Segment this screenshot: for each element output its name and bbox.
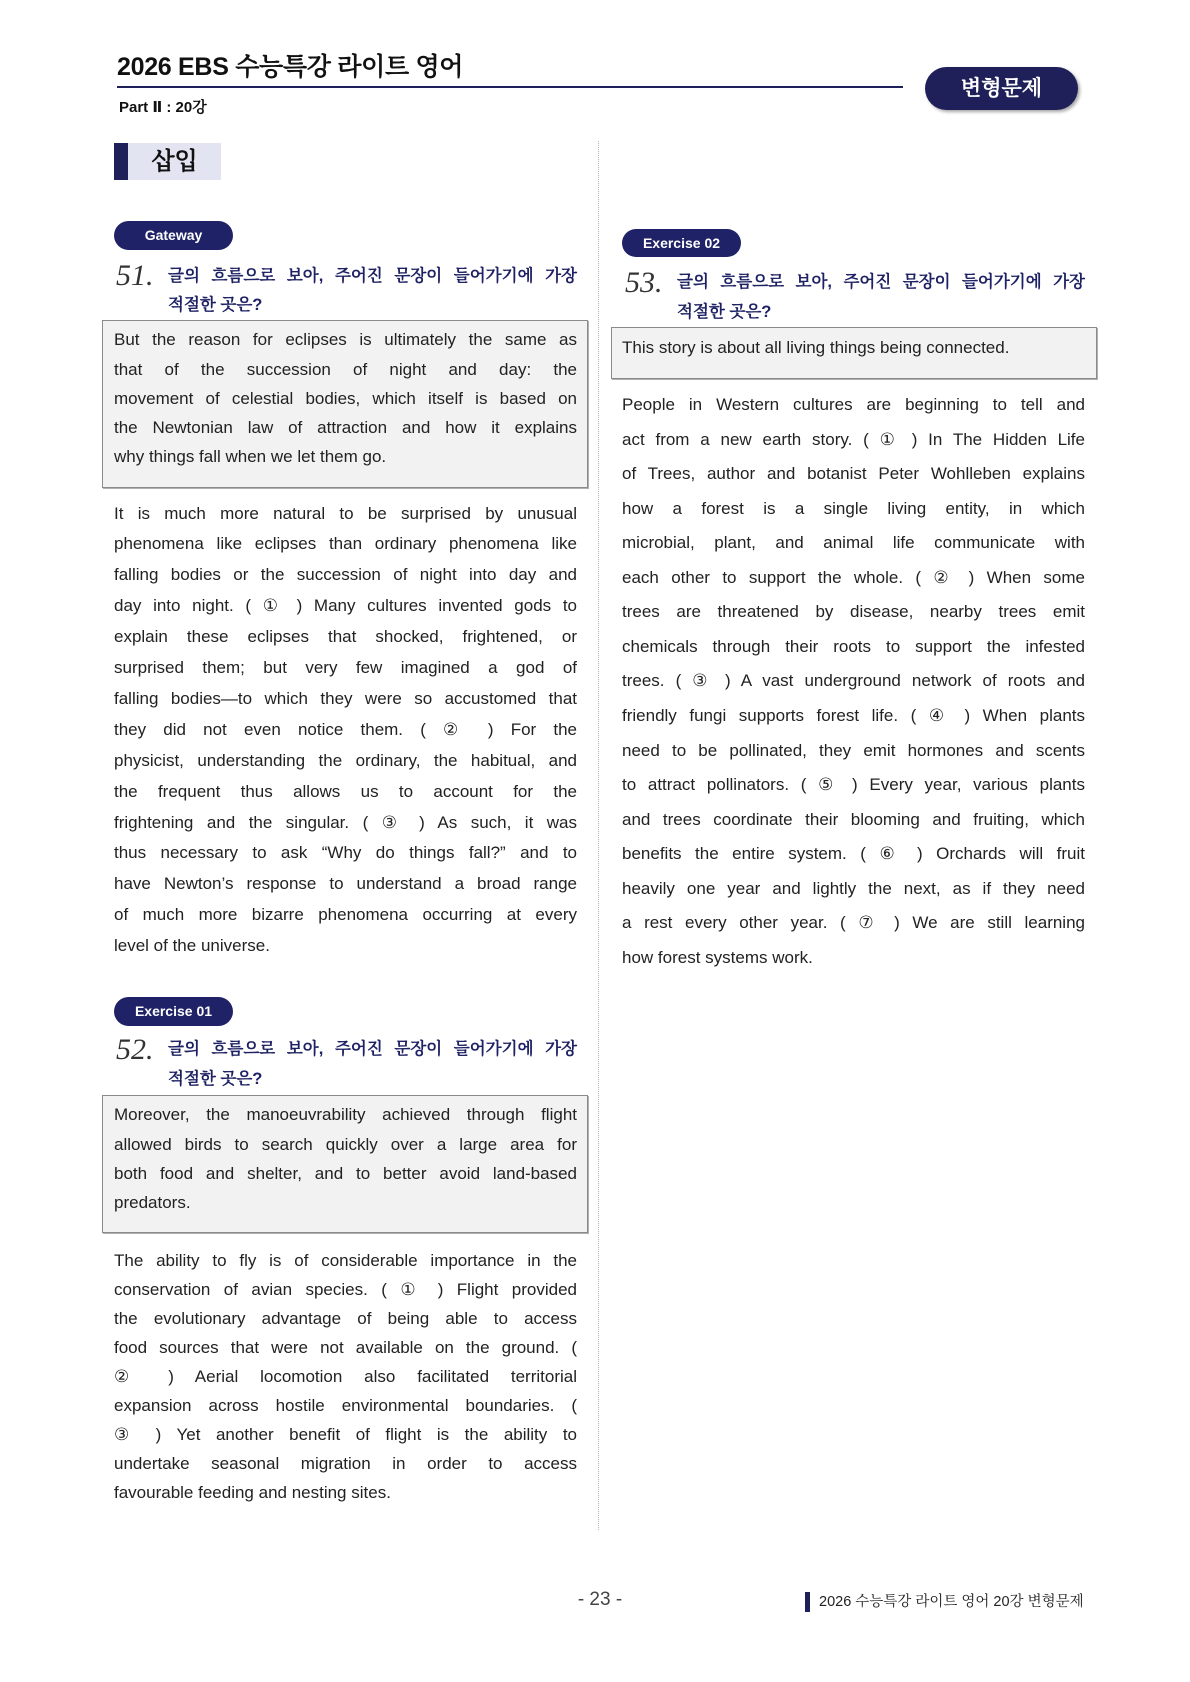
given-sentence-box [102, 320, 588, 488]
passage-line: a rest every other year. ( ⑦ ) We are still learning [622, 913, 1085, 933]
passage-line: have Newton’s response to understand a broad range [114, 874, 577, 894]
passage-line: thus necessary to ask “Why do things fall?” and to [114, 843, 577, 863]
given-sentence-box [102, 1095, 588, 1233]
passage-line: explain these eclipses that shocked, frightened, or [114, 627, 577, 647]
question-prompt [677, 268, 1085, 327]
passage [622, 388, 1085, 975]
column-divider [598, 141, 599, 1530]
given-line: the Newtonian law of attraction and how it explains [114, 418, 577, 437]
passage-line: they did not even notice them. ( ② ) For the [114, 719, 577, 739]
given-line: why things fall when we let them go. [114, 447, 387, 467]
prompt-line: 글의 흐름으로 보아, 주어진 문장이 들어가기에 가장 [168, 1040, 577, 1059]
given-line: Moreover, the manoeuvrability achieved through flight [114, 1105, 577, 1125]
question-tag-exercise-02: Exercise 02 [622, 229, 741, 257]
question-prompt [168, 1035, 577, 1094]
given-line: allowed birds to search quickly over a large area for [114, 1134, 577, 1154]
question-number: 53. [625, 266, 663, 299]
passage-line: day into night. ( ① ) Many cultures invented gods to [114, 596, 577, 616]
passage-line: physicist, understanding the ordinary, the habitual, and [114, 750, 577, 770]
given-line: This story is about all living things being connected. [622, 338, 1010, 357]
passage-line: to attract pollinators. ( ⑤ ) Every year, various plants [622, 775, 1085, 795]
prompt-line: 적절한 곳은? [677, 302, 772, 321]
document-title: 2026 EBS 수능특강 라이트 영어 [117, 53, 464, 81]
prompt-line: 글의 흐름으로 보아, 주어진 문장이 들어가기에 가장 [677, 273, 1085, 292]
given-line: that of the succession of night and day: the [114, 359, 577, 379]
passage-line: favourable feeding and nesting sites. [114, 1483, 391, 1503]
prompt-line: 적절한 곳은? [168, 296, 263, 314]
passage-line: of Trees, author and botanist Peter Wohlleben explains [622, 464, 1085, 484]
prompt-line: 글의 흐름으로 보아, 주어진 문장이 들어가기에 가장 [168, 266, 577, 285]
question-number: 52. [116, 1033, 154, 1066]
question-number: 51. [116, 259, 154, 292]
passage-line: expansion across hostile environmental boundaries. ( [114, 1395, 577, 1415]
passage-line: heavily one year and lightly the next, as if they need [622, 878, 1085, 898]
section-heading: 삽입 [128, 143, 221, 180]
passage-line: conservation of avian species. ( ① ) Flight provided [114, 1279, 577, 1299]
footer-book-title: 2026 수능특강 라이트 영어 20강 변형문제 [819, 1594, 1084, 1610]
passage-line: each other to support the whole. ( ② ) When some [622, 567, 1085, 587]
passage-line: the evolutionary advantage of being able to access [114, 1308, 577, 1328]
passage-line: food sources that were not available on the ground. ( [114, 1337, 577, 1357]
passage [114, 1246, 577, 1508]
passage-line: People in Western cultures are beginning to tell and [622, 395, 1085, 415]
question-prompt [168, 262, 577, 321]
passage-line: It is much more natural to be surprised by unusual [114, 503, 577, 523]
passage-line: trees. ( ③ ) A vast underground network of roots and [622, 671, 1085, 691]
question-tag-gateway: Gateway [114, 221, 233, 250]
given-sentence [622, 333, 1085, 362]
passage-line: microbial, plant, and animal life communicate with [622, 533, 1085, 553]
passage-line: level of the universe. [114, 936, 270, 956]
passage-line: chemicals through their roots to support the infested [622, 636, 1085, 656]
footer-marker-bar [805, 1592, 810, 1612]
passage-line: act from a new earth story. ( ① ) In The Hidden Life [622, 429, 1085, 449]
title-underline [117, 86, 903, 88]
passage-line: ② ) Aerial locomotion also facilitated territorial [114, 1366, 577, 1386]
page-number: - 23 - [577, 1589, 623, 1610]
part-label: Part Ⅱ : 20강 [119, 99, 207, 116]
passage-line: how forest systems work. [622, 947, 813, 967]
given-line: But the reason for eclipses is ultimately the same as [114, 330, 577, 350]
passage-line: need to be pollinated, they emit hormones and scents [622, 740, 1085, 760]
given-sentence [114, 1100, 577, 1217]
given-sentence-box [611, 327, 1097, 379]
passage-line: trees are threatened by disease, nearby trees emit [622, 602, 1085, 622]
passage-line: and trees coordinate their blooming and fruiting, which [622, 809, 1085, 829]
passage-line: surprised them; but very few imagined a god of [114, 658, 577, 678]
passage-line: The ability to fly is of considerable importance in the [114, 1250, 577, 1270]
given-line: both food and shelter, and to better avoid land-based [114, 1163, 577, 1183]
section-marker-bar [114, 143, 128, 180]
variant-problem-badge: 변형문제 [925, 67, 1078, 110]
passage-line: how a forest is a single living entity, in which [622, 498, 1085, 518]
passage [114, 499, 577, 963]
passage-line: falling bodies—to which they were so accustomed that [114, 688, 577, 708]
passage-line: ③ ) Yet another benefit of flight is the ability to [114, 1425, 577, 1445]
passage-line: undertake seasonal migration in order to access [114, 1454, 577, 1474]
passage-line: frightening and the singular. ( ③ ) As such, it was [114, 812, 577, 832]
passage-line: friendly fungi supports forest life. ( ④ ) When plants [622, 706, 1085, 726]
passage-line: of much more bizarre phenomena occurring at every [114, 905, 577, 925]
passage-line: falling bodies or the succession of night into day and [114, 565, 577, 585]
given-sentence [114, 325, 577, 471]
given-line: predators. [114, 1193, 191, 1212]
given-line: movement of celestial bodies, which itself is based on [114, 388, 577, 408]
passage-line: phenomena like eclipses than ordinary phenomena like [114, 534, 577, 554]
question-tag-exercise-01: Exercise 01 [114, 997, 233, 1026]
prompt-line: 적절한 곳은? [168, 1069, 263, 1088]
passage-line: the frequent thus allows us to account for the [114, 781, 577, 801]
passage-line: benefits the entire system. ( ⑥ ) Orchards will fruit [622, 844, 1085, 864]
